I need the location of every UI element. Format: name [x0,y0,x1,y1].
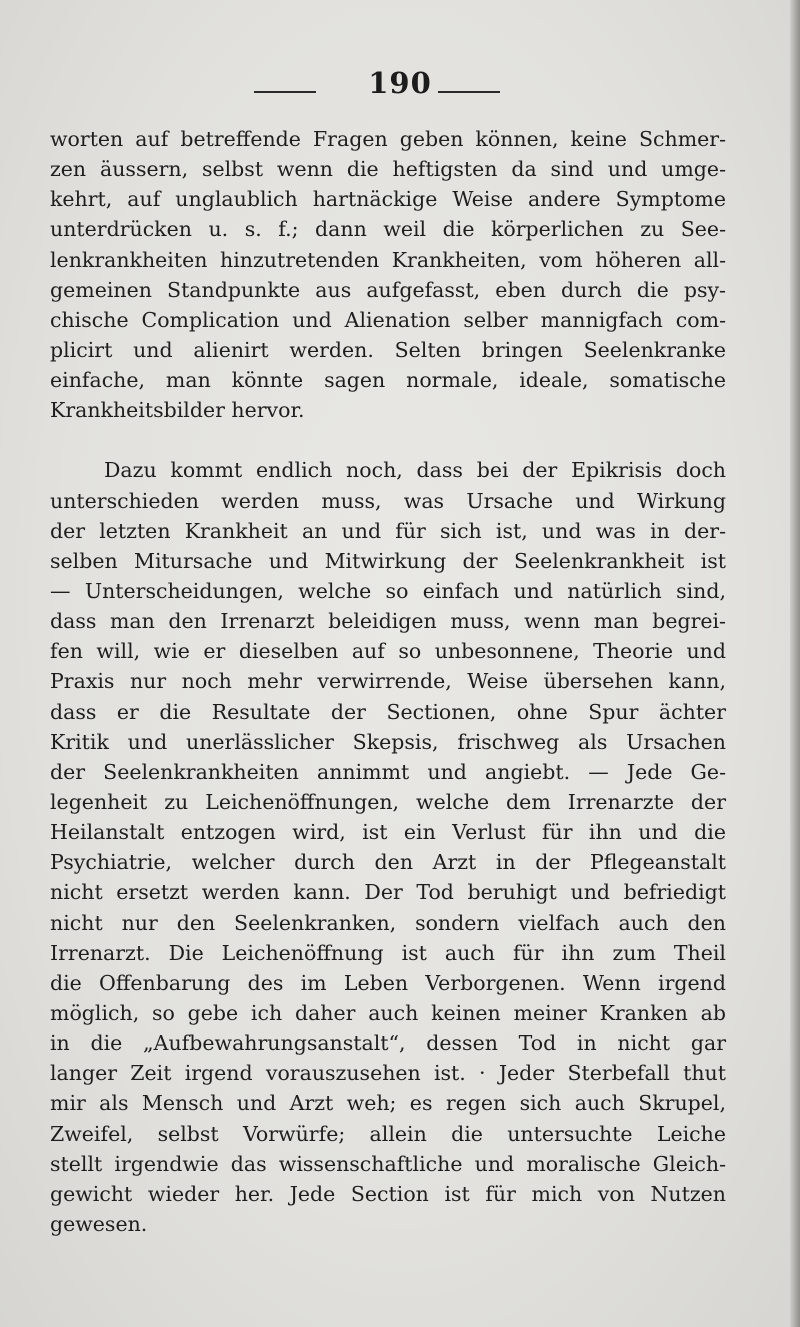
text-line: Praxis nur noch mehr verwirrende, Weise übersehen kann, [50,669,726,694]
text-line: legenheit zu Leichenöffnungen, welche dem Irrenarzte der [50,789,726,814]
text-line: gemeinen Standpunkte aus aufgefasst, eben durch die psy- [50,277,726,302]
text-line: plicirt und alienirt werden. Selten bringen Seelenkranke [50,337,726,362]
text-line: nicht ersetzt werden kann. Der Tod beruhigt und befriedigt [50,880,726,905]
text-line: der letzten Krankheit an und für sich ist, und was in der- [50,518,726,543]
text-line: dass man den Irrenarzt beleidigen muss, wenn man begrei- [50,609,726,634]
text-line: möglich, so gebe ich daher auch keinen meiner Kranken ab [50,1000,726,1025]
text-line: nicht nur den Seelenkranken, sondern vielfach auch den [50,910,726,935]
text-line: unterschieden werden muss, was Ursache und Wirkung [50,488,726,513]
text-line: gewicht wieder her. Jede Section ist für mich von Nutzen [50,1181,726,1206]
text-line: chische Complication und Alienation selber mannigfach com- [50,307,726,332]
text-line: dass er die Resultate der Sectionen, ohne Spur ächter [50,699,726,724]
paragraph [50,455,726,1239]
header-rule-right [438,91,500,93]
text-line: fen will, wie er dieselben auf so unbesonnene, Theorie und [50,639,726,664]
page-number: 190 [368,66,432,100]
text-line: Zweifel, selbst Vorwürfe; allein die untersuchte Leiche [50,1121,726,1146]
text-line: lenkrankheiten hinzutretenden Krankheiten, vom höheren all- [50,247,726,272]
text-line: Irrenarzt. Die Leichenöffnung ist auch für ihn zum Theil [50,940,726,965]
body-text [50,124,726,1239]
text-line: mir als Mensch und Arzt weh; es regen sich auch Skrupel, [50,1091,726,1116]
page-edge-shadow [790,0,800,1327]
text-line: zen äussern, selbst wenn die heftigsten da sind und umge- [50,157,726,182]
text-line: Krankheitsbilder hervor. [50,398,305,423]
text-line: Kritik und unerlässlicher Skepsis, frischweg als Ursachen [50,729,726,754]
text-line: langer Zeit irgend vorauszusehen ist. · Jeder Sterbefall thut [50,1061,726,1086]
paragraph [50,124,726,425]
text-line: kehrt, auf unglaublich hartnäckige Weise andere Symptome [50,187,726,212]
page-header [0,66,800,106]
text-line: Psychiatrie, welcher durch den Arzt in der Pflegeanstalt [50,850,726,875]
text-line: — Unterscheidungen, welche so einfach und natürlich sind, [50,578,726,603]
text-line: Heilanstalt entzogen wird, ist ein Verlust für ihn und die [50,820,726,845]
paragraph-gap [50,425,726,455]
text-line: einfache, man könnte sagen normale, ideale, somatische [50,368,726,393]
text-line: Dazu kommt endlich noch, dass bei der Epikrisis doch [104,458,726,483]
text-line: stellt irgendwie das wissenschaftliche und moralische Gleich- [50,1151,726,1176]
text-line: selben Mitursache und Mitwirkung der Seelenkrankheit ist [50,548,726,573]
text-line: worten auf betreffende Fragen geben können, keine Schmer- [50,127,726,151]
text-line: in die „Aufbewahrungsanstalt“, dessen Tod in nicht gar [50,1031,726,1056]
text-line: gewesen. [50,1211,148,1236]
text-line: der Seelenkrankheiten annimmt und angiebt. — Jede Ge- [50,759,726,784]
text-line: die Offenbarung des im Leben Verborgenen. Wenn irgend [50,970,726,995]
text-line: unterdrücken u. s. f.; dann weil die körperlichen zu See- [50,217,726,242]
